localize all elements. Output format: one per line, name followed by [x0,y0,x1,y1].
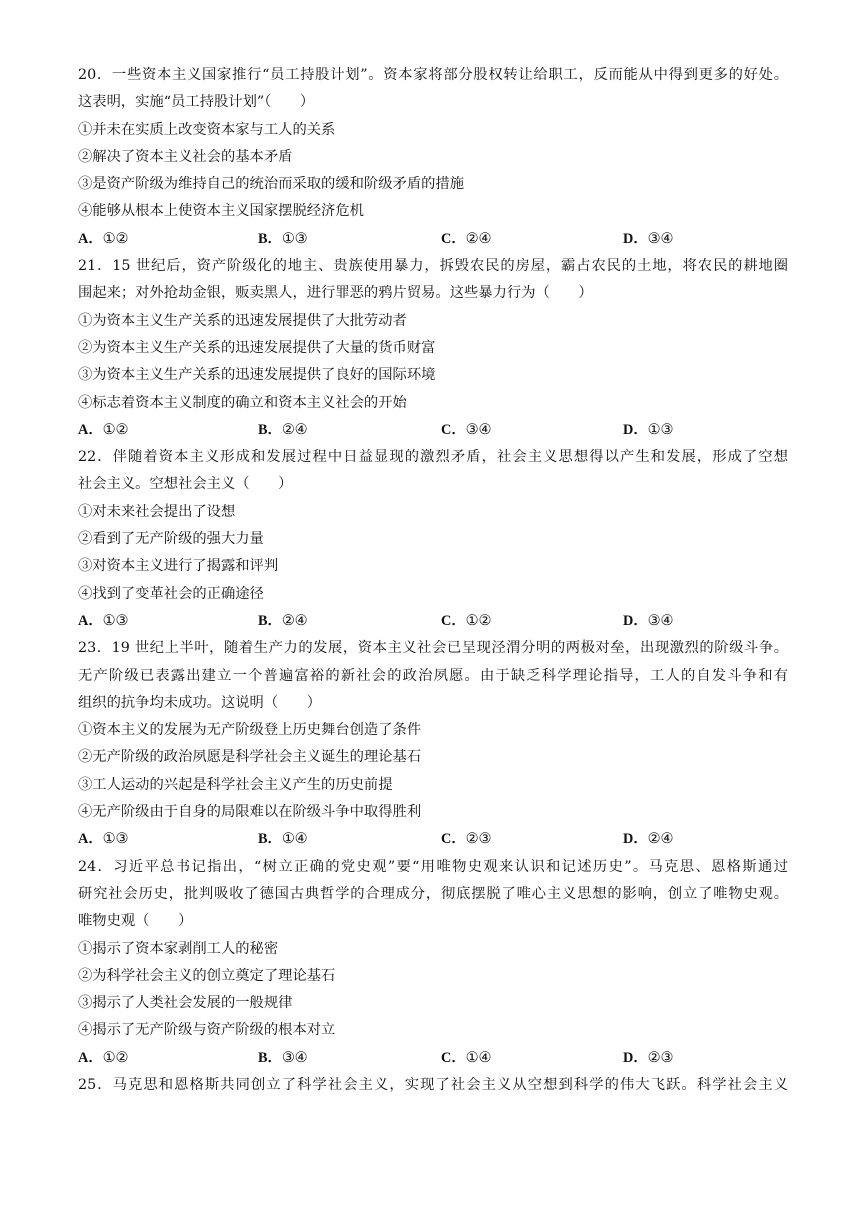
answer-options [78,1045,788,1072]
question-block [78,62,788,253]
option-letter: C． [441,421,466,438]
answer-option [78,826,128,853]
statement-item: ②为科学社会主义的创立奠定了理论基石 [78,967,336,984]
question-block [78,253,788,444]
statement-item: ④能够从根本上使资本主义国家摆脱经济危机 [78,203,364,220]
option-letter: A． [78,230,103,247]
question-stem-line: 20．一些资本主义国家推行“员工持股计划”。资本家将部分股权转让给职工，反而能从中得到更多的好处。 [78,67,788,83]
option-letter: B． [258,1049,282,1066]
option-text: ①③ [102,831,129,848]
option-text: ①② [465,612,492,629]
answer-option [623,826,673,853]
statement-item: ②解决了资本主义社会的基本矛盾 [78,148,293,165]
option-text: ③④ [647,612,674,629]
answer-option [623,608,673,635]
statement-item: ④找到了变革社会的正确途径 [78,585,264,602]
question-stem-line: 研究社会历史，批判吸收了德国古典哲学的合理成分，彻底摆脱了唯心主义思想的影响，创立了唯物史观。 [78,885,788,902]
option-letter: D． [623,230,648,247]
answer-option [623,1045,673,1072]
statement-item: ①揭示了资本家剥削工人的秘密 [78,940,279,957]
answer-option [441,608,491,635]
answer-option [258,226,307,253]
option-letter: D． [623,612,648,629]
question-block [78,1072,788,1099]
option-text: ②④ [465,230,492,247]
option-letter: B． [258,831,282,848]
option-text: ③④ [647,230,674,247]
option-letter: A． [78,1049,103,1066]
question-stem-line: 24．习近平总书记指出，“树立正确的党史观”要“用唯物史观来认识和记述历史”。马克思、恩格斯通过 [78,858,788,875]
option-letter: C． [441,1049,466,1066]
answer-options [78,826,788,853]
option-text: ②④ [647,831,674,848]
answer-options [78,417,788,444]
answer-option [258,608,307,635]
option-text: ②④ [281,421,308,438]
question-stem-line: 22．伴随着资本主义形成和发展过程中日益显现的激烈矛盾，社会主义思想得以产生和发展，形成了空想 [78,449,788,466]
statement-item: ③为资本主义生产关系的迅速发展提供了良好的国际环境 [78,367,436,384]
question-block [78,854,788,1072]
option-letter: B． [258,421,282,438]
statement-item: ①对未来社会提出了设想 [78,503,236,520]
statement-item: ①并未在实质上改变资本家与工人的关系 [78,121,336,138]
statement-item: ①为资本主义生产关系的迅速发展提供了大批劳动者 [78,312,407,329]
answer-option [441,417,491,444]
option-text: ①② [102,1049,129,1066]
statement-item: ②看到了无产阶级的强大力量 [78,531,264,548]
answer-option [258,1045,307,1072]
answer-option [258,826,307,853]
question-stem-line: 无产阶级已表露出建立一个普遍富裕的新社会的政治夙愿。由于缺乏科学理论指导，工人的自发斗争和有 [78,667,788,684]
statement-item: ④无产阶级由于自身的局限难以在阶级斗争中取得胜利 [78,804,422,821]
option-letter: C． [441,612,466,629]
option-letter: B． [258,612,282,629]
option-letter: C． [441,831,466,848]
option-text: ③④ [281,1049,308,1066]
option-text: ②④ [281,612,308,629]
option-text: ②③ [647,1049,674,1066]
option-text: ①③ [281,230,308,247]
exam-page [78,62,788,1099]
option-letter: D． [623,1049,648,1066]
statement-item: ④标志着资本主义制度的确立和资本主义社会的开始 [78,394,407,411]
question-stem-line: 组织的抗争均未成功。这说明（ ） [78,694,322,711]
statement-item: ②为资本主义生产关系的迅速发展提供了大量的货币财富 [78,339,436,356]
option-text: ①③ [647,421,674,438]
answer-option [78,226,128,253]
answer-options [78,226,788,253]
answer-option [441,1045,491,1072]
answer-option [78,608,128,635]
statement-item: ③对资本主义进行了揭露和评判 [78,558,279,575]
option-letter: A． [78,421,103,438]
option-text: ③④ [465,421,492,438]
question-stem-line: 围起来；对外抢劫金银，贩卖黑人，进行罪恶的鸦片贸易。这些暴力行为（ ） [78,285,593,302]
statement-item: ①资本主义的发展为无产阶级登上历史舞台创造了条件 [78,722,422,739]
question-block [78,444,788,635]
question-stem-line: 社会主义。空想社会主义（ ） [78,476,293,493]
answer-option [258,417,307,444]
statement-item: ③是资产阶级为维持自己的统治而采取的缓和阶级矛盾的措施 [78,176,465,193]
option-text: ①③ [102,612,129,629]
option-text: ①② [102,421,129,438]
question-stem-line: 25．马克思和恩格斯共同创立了科学社会主义，实现了社会主义从空想到科学的伟大飞跃。科学社会主义 [78,1076,788,1093]
option-text: ①④ [465,1049,492,1066]
question-stem-line: 唯物史观（ ） [78,913,193,930]
answer-options [78,608,788,635]
answer-option [441,826,491,853]
option-letter: D． [623,421,648,438]
statement-item: ②无产阶级的政治夙愿是科学社会主义诞生的理论基石 [78,749,422,766]
option-letter: C． [441,230,466,247]
statement-item: ③工人运动的兴起是科学社会主义产生的历史前提 [78,776,393,793]
option-letter: B． [258,230,282,247]
option-text: ①④ [281,831,308,848]
question-stem-line: 23．19 世纪上半叶，随着生产力的发展，资本主义社会已呈现泾渭分明的两极对垒，出现激烈的阶级斗争。 [78,640,788,657]
answer-option [441,226,491,253]
answer-option [623,417,673,444]
statement-item: ③揭示了人类社会发展的一般规律 [78,995,293,1012]
option-letter: A． [78,831,103,848]
question-stem-line: 21．15 世纪后，资产阶级化的地主、贵族使用暴力，拆毁农民的房屋，霸占农民的土地，将农民的耕地圈 [78,258,788,275]
question-block [78,635,788,853]
option-letter: A． [78,612,103,629]
answer-option [623,226,673,253]
statement-item: ④揭示了无产阶级与资产阶级的根本对立 [78,1022,336,1039]
answer-option [78,417,128,444]
question-stem-line: 这表明，实施“员工持股计划”（ ） [78,94,315,111]
option-letter: D． [623,831,648,848]
answer-option [78,1045,128,1072]
option-text: ②③ [465,831,492,848]
option-text: ①② [102,230,129,247]
